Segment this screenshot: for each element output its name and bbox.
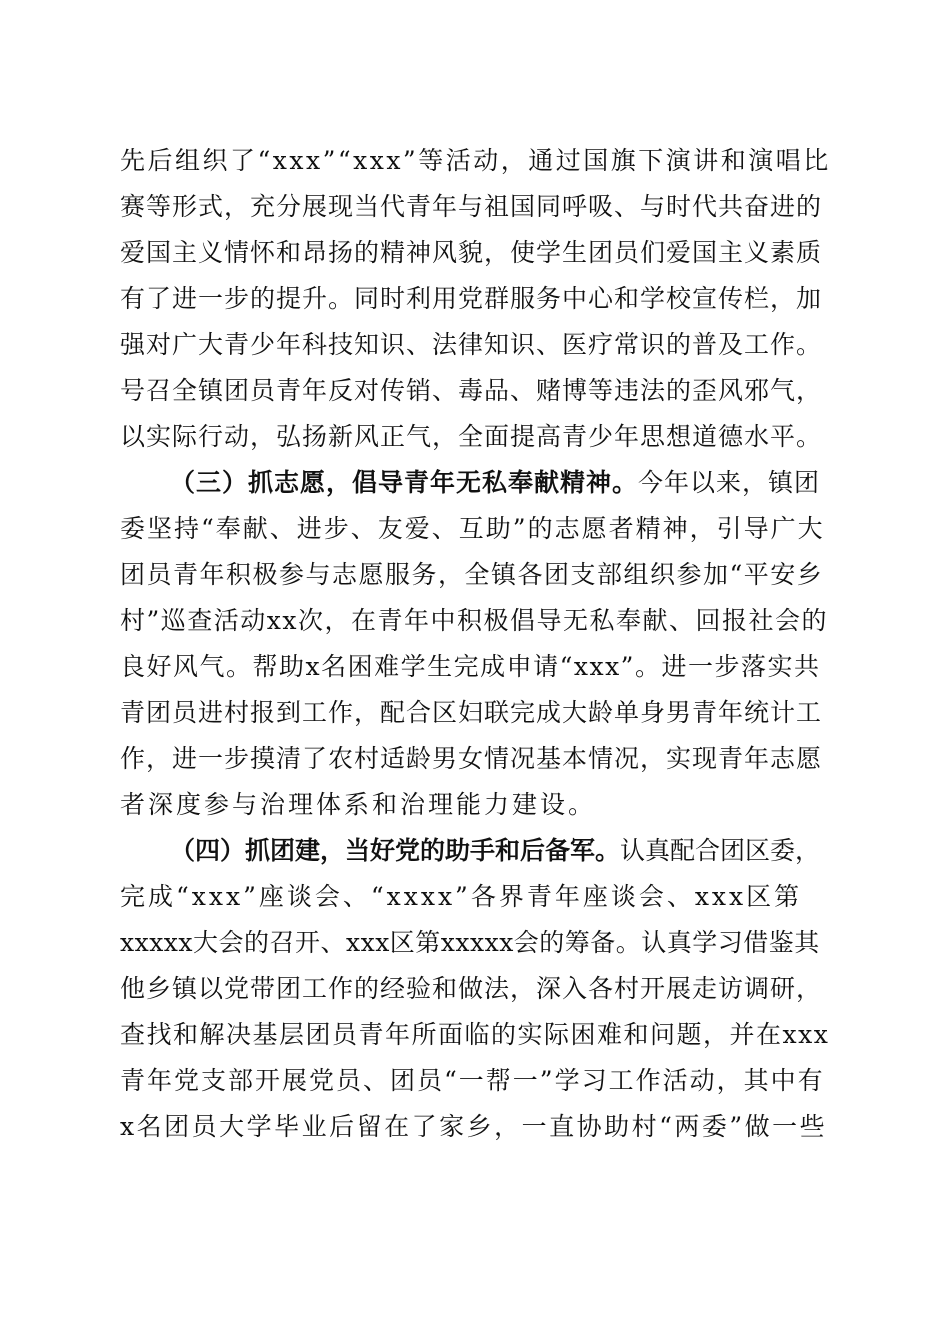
paragraph-line: 有了进一步的提升。同时利用党群服务中心和学校宣传栏，加 [120, 284, 823, 313]
paragraph-line: 青团员进村报到工作，配合区妇联完成大龄单身男青年统计工 [120, 698, 823, 727]
paragraph-line: 爱国主义情怀和昂扬的精神风貌，使学生团员们爱国主义素质 [120, 238, 823, 267]
paragraph-line: 作，进一步摸清了农村适龄男女情况基本情况，实现青年志愿 [120, 744, 823, 773]
section-heading-line [170, 466, 820, 500]
paragraph-line: 查找和解决基层团员青年所面临的实际困难和问题，并在xxx [120, 1020, 830, 1049]
paragraph-line: 青年党支部开展党员、团员“一帮一”学习工作活动，其中有 [120, 1066, 825, 1095]
paragraph-line: 团员青年积极参与志愿服务，全镇各团支部组织参加“平安乡 [120, 560, 824, 589]
paragraph-line: x名团员大学毕业后留在了家乡，一直协助村“两委”做一些 [120, 1112, 828, 1141]
paragraph-line: 强对广大青少年科技知识、法律知识、医疗常识的普及工作。 [120, 330, 823, 359]
section-heading-line [170, 834, 820, 868]
paragraph-line: 赛等形式，充分展现当代青年与祖国同呼吸、与时代共奋进的 [120, 192, 823, 221]
paragraph-line: 以实际行动，弘扬新风正气，全面提高青少年思想道德水平。 [120, 422, 823, 451]
paragraph-line: 先后组织了“xxx”“xxx”等活动，通过国旗下演讲和演唱比 [120, 146, 831, 175]
section-heading-3: （三）抓志愿，倡导青年无私奉献精神。 [170, 468, 639, 497]
paragraph-line: 良好风气。帮助x名困难学生完成申请“xxx”。进一步落实共 [120, 652, 821, 681]
paragraph-line: 号召全镇团员青年反对传销、毒品、赌博等违法的歪风邪气， [120, 376, 823, 405]
paragraph-line: xxxxx大会的召开、xxx区第xxxxx会的筹备。认真学习借鉴其 [120, 928, 820, 957]
paragraph-text: 今年以来，镇团 [638, 468, 821, 497]
paragraph-line: 他乡镇以党带团工作的经验和做法，深入各村开展走访调研， [120, 974, 823, 1003]
paragraph-line: 完成“xxx”座谈会、“xxxx”各界青年座谈会、xxx区第 [120, 882, 803, 911]
paragraph-line: 者深度参与治理体系和治理能力建设。 [120, 790, 597, 819]
paragraph-line: 委坚持“奉献、进步、友爱、互助”的志愿者精神，引导广大 [120, 514, 825, 543]
paragraph-line: 村”巡查活动xx次，在青年中积极倡导无私奉献、回报社会的 [120, 606, 828, 635]
section-heading-4: （四）抓团建，当好党的助手和后备军。 [170, 836, 621, 865]
paragraph-text: 认真配合团区委， [620, 836, 821, 865]
